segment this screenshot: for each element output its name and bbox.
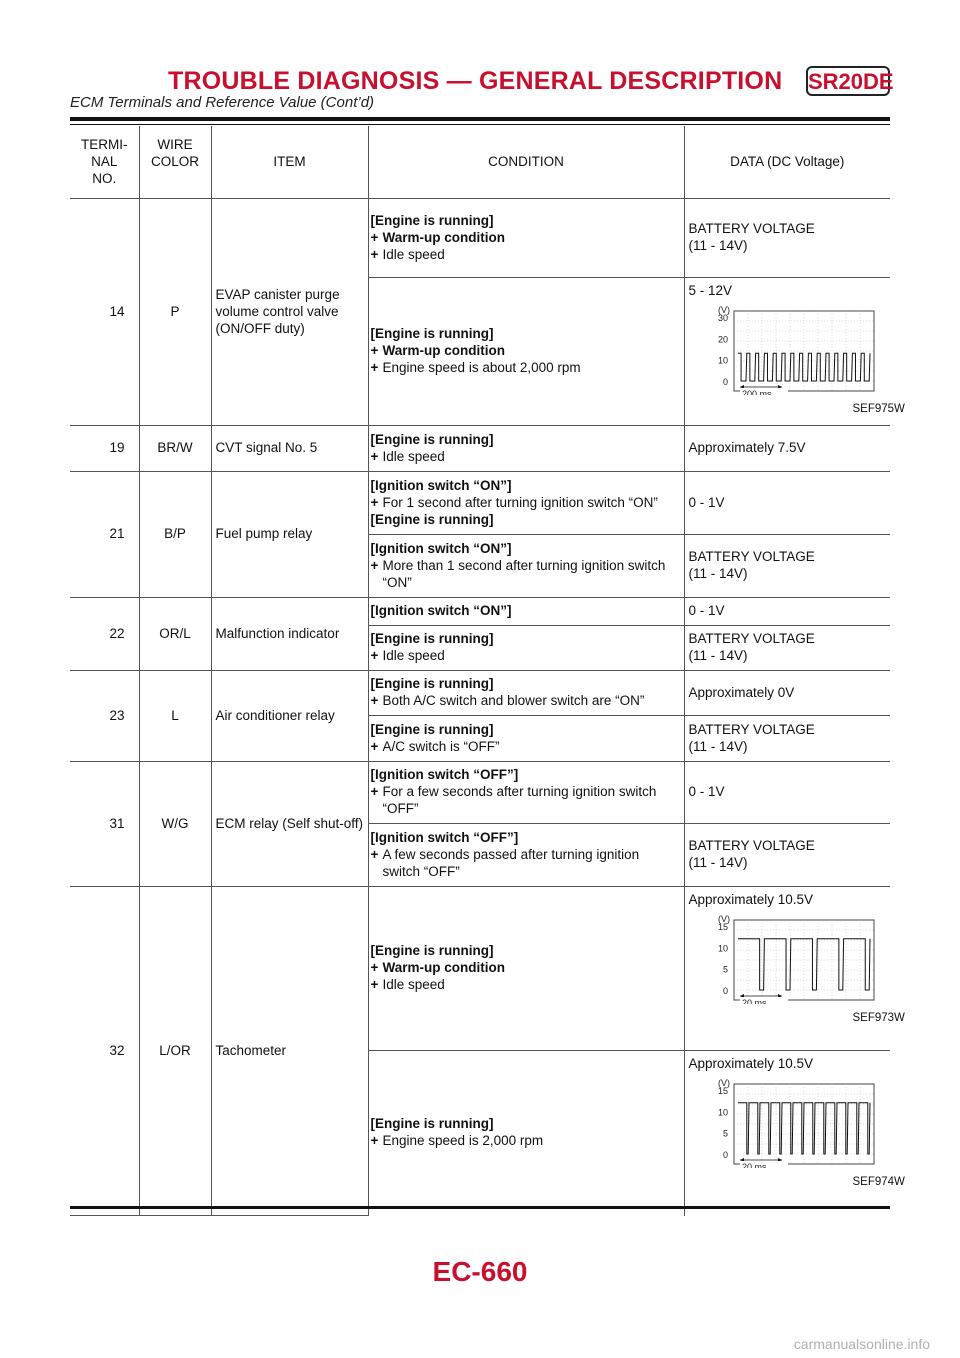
condition-cell [368,762,684,824]
wire-color: B/P [139,472,211,598]
data-cell: Approximately 0V [684,671,890,716]
condition-heading: [Engine is running] [370,631,494,646]
condition-cell [368,199,684,278]
waveform-figure [689,303,887,399]
condition-cell [368,1051,684,1216]
col-item: ITEM [211,126,368,199]
table-row [70,426,890,472]
data-value: (11 - 14V) [688,738,748,754]
wire-color: L [139,671,211,762]
page-title: TROUBLE DIAGNOSIS — GENERAL DESCRIPTION [168,67,783,95]
data-cell: 0 - 1V [684,762,890,824]
condition-bullet: + Both A/C switch and blower switch are “ON” [370,693,645,708]
col-terminal [70,126,139,199]
condition-bullet: + Engine speed is 2,000 rpm [370,1133,544,1149]
condition-bullet: + Warm-up condition [370,960,505,975]
condition-cell [368,626,684,671]
condition-bullet: + Idle speed [370,448,445,464]
table-row [70,887,890,1051]
condition-bullet: + Idle speed [370,246,445,262]
data-cell [684,626,890,671]
data-value: (11 - 14V) [688,238,748,253]
data-cell: 0 - 1V [684,598,890,626]
condition-bullet: + Engine speed is about 2,000 rpm [370,360,581,375]
data-cell [684,716,890,762]
figure-code: SEF974W [852,1176,905,1188]
watermark: carmanualsonline.info [793,1336,930,1352]
tick-label: 10 [717,355,728,366]
table-row [70,598,890,626]
condition-bullet: + For a few seconds after turning ignition switch “OFF” [370,784,657,816]
data-cell [684,199,890,278]
tick-label: 15 [717,922,728,932]
condition-heading: [Engine is running] [370,511,494,527]
tick-label: 5 [722,1128,728,1139]
page-number: EC-660 [432,1256,528,1287]
condition-heading: [Engine is running] [370,326,494,341]
table-row [70,199,890,278]
col-terminal-line: NAL [91,153,118,169]
condition-bullet: + Idle speed [370,977,445,992]
waveform-chart [689,303,889,395]
tick-label: 5 [722,964,728,975]
condition-heading: [Engine is running] [370,212,494,228]
tick-label: 20 [717,334,728,345]
data-value: BATTERY VOLTAGE [688,838,815,853]
condition-bullet: + Warm-up condition [370,343,505,358]
condition-heading: [Ignition switch “ON”] [370,603,512,618]
table-row [70,671,890,716]
condition-bullet: + For 1 second after turning ignition switch “ON” [370,494,658,510]
condition-heading: [Engine is running] [370,431,494,447]
condition-cell [368,278,684,426]
header-rule-thin [70,124,890,125]
data-value: BATTERY VOLTAGE [688,549,815,564]
condition-bullet: + More than 1 second after turning ignition switch “ON” [370,557,666,590]
data-cell [684,824,890,887]
item-name: CVT signal No. 5 [211,426,368,472]
col-terminal-line: TERMI- [81,136,128,152]
data-cell [684,278,905,426]
wire-color: W/G [139,762,211,887]
terminal-number: 23 [70,671,139,762]
figure-code: SEF975W [852,403,905,415]
header-rule-thick [70,117,890,121]
waveform-figure [689,912,887,1008]
condition-cell [368,824,684,887]
condition-heading: [Engine is running] [370,721,494,737]
col-wire-color [139,126,211,199]
time-scale-label: 200 ms [741,389,772,395]
item-name: Air conditioner relay [211,671,368,762]
tick-label: 15 [717,1086,728,1096]
data-value: BATTERY VOLTAGE [688,221,815,236]
unit-label: (V) [717,305,730,315]
condition-cell [368,716,684,762]
data-value: Approximately 10.5V [688,892,814,907]
condition-cell [368,535,684,598]
col-wire-line: WIRE [157,137,193,152]
waveform-chart [689,912,889,1004]
terminal-number: 32 [70,887,139,1216]
figure-code: SEF973W [852,1012,905,1024]
condition-heading: [Ignition switch “OFF”] [370,767,519,782]
condition-bullet: + A/C switch is “OFF” [370,738,500,754]
terminal-number: 22 [70,598,139,671]
item-name: EVAP canister purge volume control valve (ON/OFF duty) [211,199,368,426]
item-name: Tachometer [211,887,368,1216]
wire-color: L/OR [139,887,211,1216]
col-wire-line: COLOR [150,154,199,169]
page-subtitle: ECM Terminals and Reference Value (Cont’d) [70,94,375,111]
condition-heading: [Engine is running] [370,1116,494,1132]
engine-badge: SR20DE [806,66,890,96]
tick-label: 10 [717,1107,728,1118]
col-condition: CONDITION [368,126,684,199]
col-data: DATA (DC Voltage) [684,126,890,199]
data-cell [684,887,905,1051]
data-value: 5 - 12V [688,283,733,298]
table-header-row [70,126,890,199]
data-value: (11 - 14V) [688,566,748,581]
condition-bullet: + Warm-up condition [370,229,505,245]
condition-cell [368,671,684,716]
terminal-number: 31 [70,762,139,887]
terminal-number: 14 [70,199,139,426]
data-cell: Approximately 7.5V [684,426,890,472]
table-bottom-rule [70,1206,890,1209]
condition-heading: [Engine is running] [370,943,494,958]
tick-label: 0 [722,1150,728,1160]
condition-heading: [Ignition switch “OFF”] [370,829,519,845]
data-value: (11 - 14V) [688,855,748,870]
condition-cell [368,426,684,472]
wire-color: P [139,199,211,426]
tick-label: 30 [717,313,728,323]
condition-bullet: + Idle speed [370,648,445,663]
data-value: (11 - 14V) [688,648,748,663]
data-cell [684,1051,905,1216]
condition-bullet: + A few seconds passed after turning ignition switch “OFF” [370,846,640,879]
tick-label: 0 [722,986,728,996]
data-cell: 0 - 1V [684,472,890,535]
tick-label: 0 [722,377,728,387]
waveform-chart [689,1076,889,1168]
time-scale-label: 20 ms [741,1162,767,1168]
data-value: BATTERY VOLTAGE [688,721,815,737]
table-row [70,472,890,535]
tick-label: 10 [717,943,728,954]
col-terminal-line: NO. [92,170,117,186]
condition-cell [368,887,684,1051]
ecm-terminal-table [70,126,905,1216]
waveform-figure [689,1076,887,1172]
terminal-number: 21 [70,472,139,598]
condition-cell [368,598,684,626]
unit-label: (V) [717,1078,730,1088]
wire-color: OR/L [139,598,211,671]
condition-cell [368,472,684,535]
data-value: BATTERY VOLTAGE [688,631,815,646]
time-scale-label: 20 ms [741,998,767,1004]
wire-color: BR/W [139,426,211,472]
table-row [70,762,890,824]
item-name: Malfunction indicator [211,598,368,671]
condition-heading: [Engine is running] [370,676,494,691]
data-cell [684,535,890,598]
data-value: Approximately 10.5V [688,1056,814,1071]
terminal-number: 19 [70,426,139,472]
condition-heading: [Ignition switch “ON”] [370,477,512,493]
unit-label: (V) [717,914,730,924]
condition-heading: [Ignition switch “ON”] [370,540,512,556]
item-name: Fuel pump relay [211,472,368,598]
item-name: ECM relay (Self shut-off) [211,762,368,887]
